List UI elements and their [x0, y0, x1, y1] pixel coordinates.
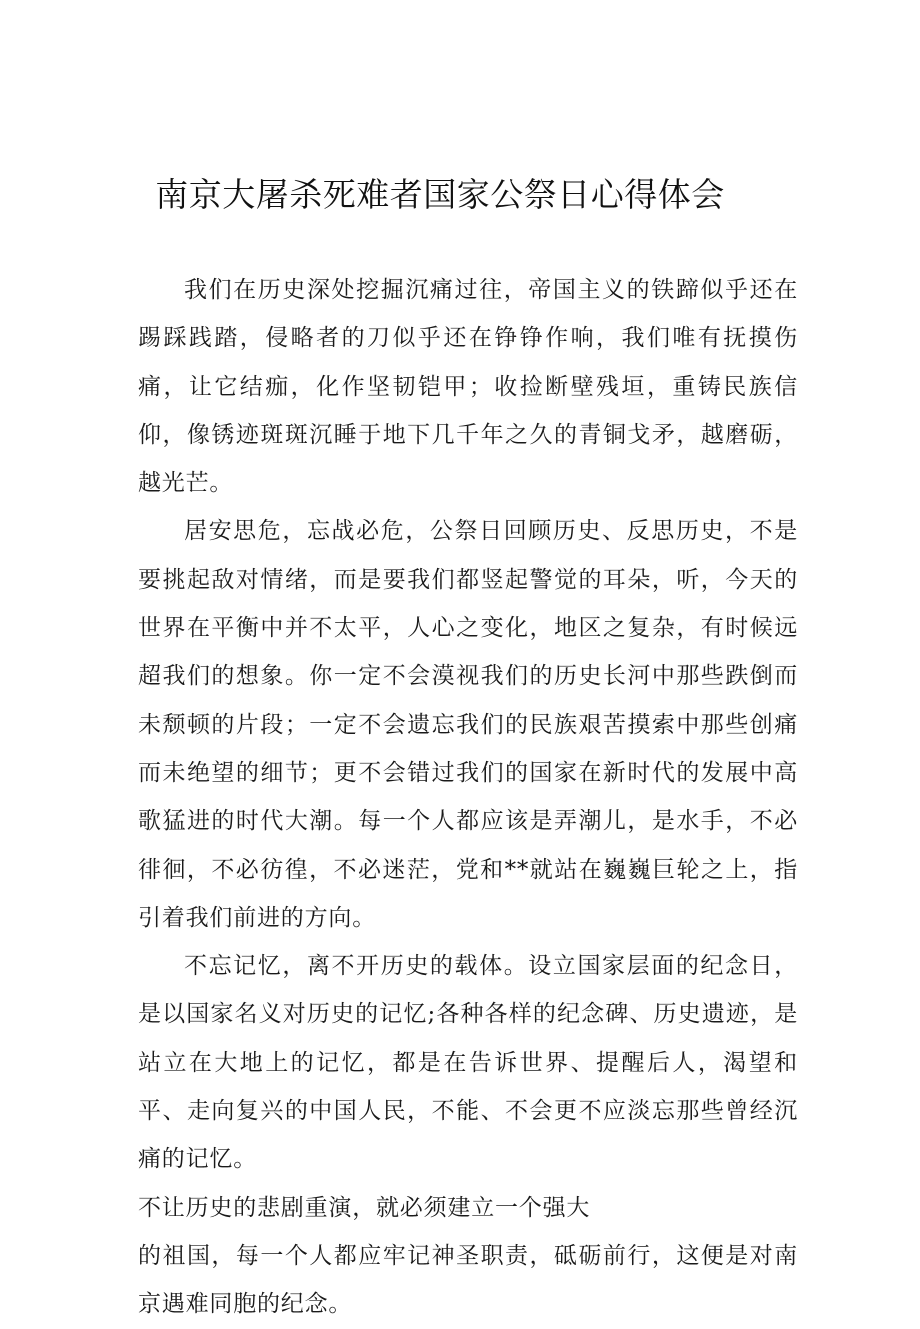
document-title: 南京大屠杀死难者国家公祭日心得体会 — [155, 175, 725, 214]
paragraph-2: 居安思危，忘战必危，公祭日回顾历史、反思历史，不是要挑起敌对情绪，而是要我们都竖起警觉的耳朵，听，今天的世界在平衡中并不太平，人心之变化，地区之复杂，有时候远超我们的想象。你一定不会漠视我们的历史长河中那些跌倒而未颓顿的片段；一定不会遗忘我们的民族艰苦摸索中那些创痛而未绝望的细节；更不会错过我们的国家在新时代的发展中高歌猛进的时代大潮。每一个人都应该是弄潮儿，是水手，不必徘徊，不必彷徨，不必迷茫，党和**就站在巍巍巨轮之上，指引着我们前进的方向。 — [138, 518, 798, 931]
paragraph-4: 不让历史的悲剧重演，就必须建立一个强大 — [138, 1194, 591, 1221]
paragraph-3: 不忘记忆，离不开历史的载体。设立国家层面的纪念日，是以国家名义对历史的记忆;各种各样的纪念碑、历史遗迹，是站立在大地上的记忆，都是在告诉世界、提醒后人，渴望和平、走向复兴的中国人民，不能、不会更不应淡忘那些曾经沉痛的记忆。 — [138, 953, 798, 1173]
paragraph-5: 的祖国，每一个人都应牢记神圣职责，砥砺前行，这便是对南京遇难同胞的纪念。 — [138, 1242, 798, 1318]
document-body — [138, 266, 798, 1329]
paragraph-1: 我们在历史深处挖掘沉痛过往，帝国主义的铁蹄似乎还在踢踩践踏，侵略者的刀似乎还在铮铮作响，我们唯有抚摸伤痛，让它结痂，化作坚韧铠甲；收捡断壁残垣，重铸民族信仰，像锈迹斑斑沉睡于地下几千年之久的青铜戈矛，越磨砺，越光芒。 — [138, 277, 798, 497]
